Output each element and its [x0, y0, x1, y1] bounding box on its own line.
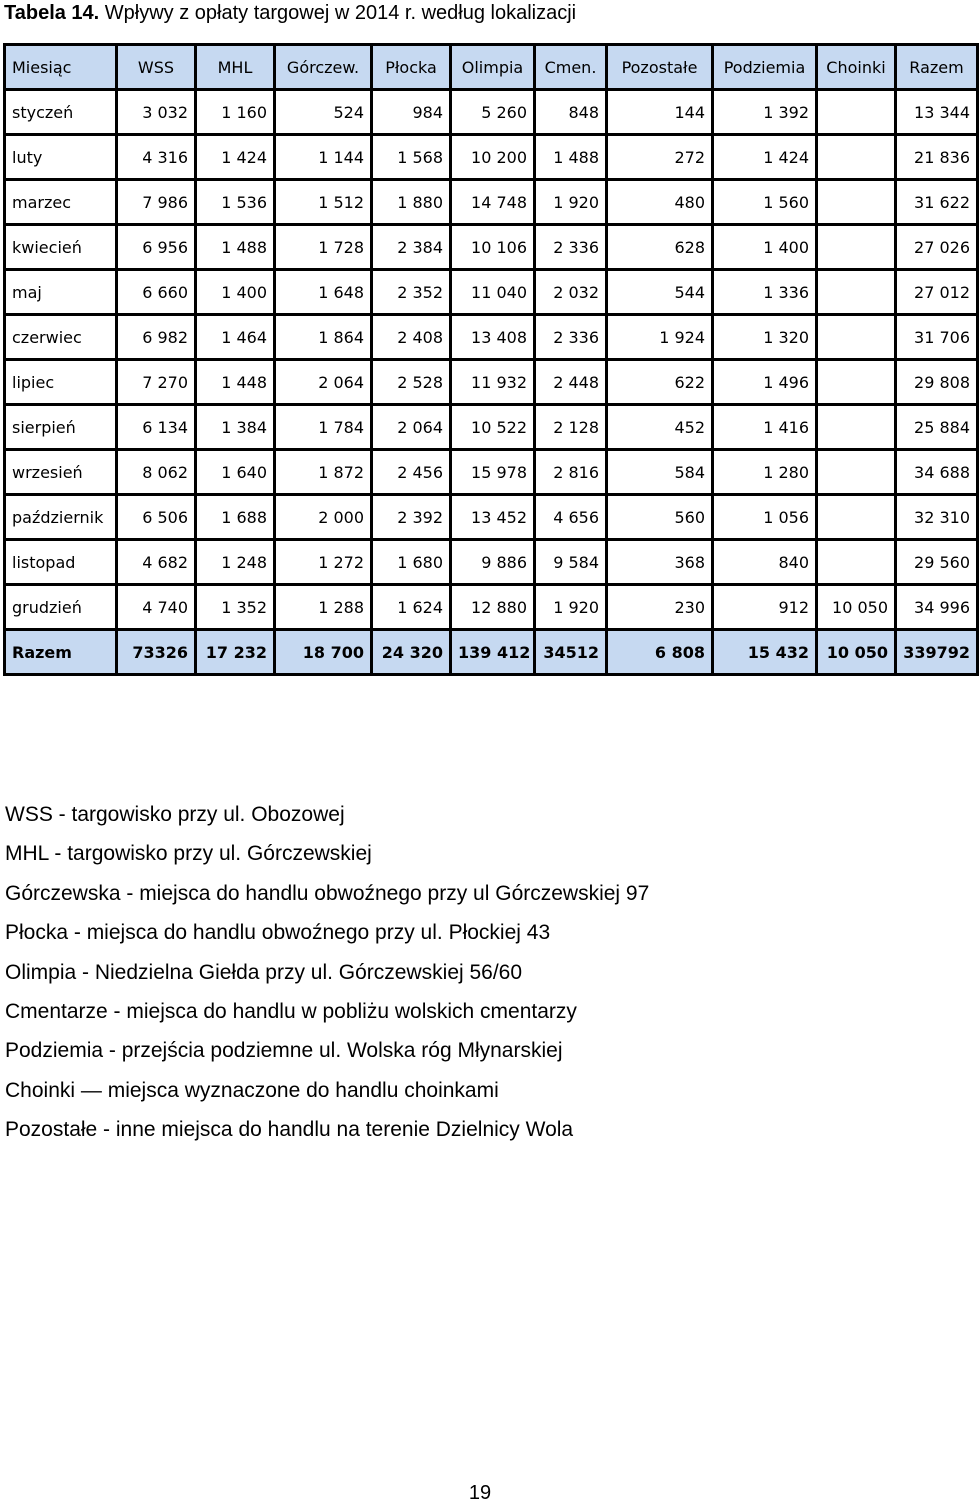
legend-line: Cmentarze - miejsca do handlu w pobliżu wolskich cmentarzy: [5, 1000, 577, 1024]
table-row: [5, 315, 978, 360]
value-cell: 1 920: [535, 180, 607, 225]
legend-line: MHL - targowisko przy ul. Górczewskiej: [5, 842, 372, 866]
value-cell: 1 144: [275, 135, 372, 180]
column-header: Olimpia: [451, 45, 535, 90]
table-row: [5, 405, 978, 450]
legend-line: Pozostałe - inne miejsca do handlu na terenie Dzielnicy Wola: [5, 1118, 574, 1142]
month-cell: marzec: [5, 180, 117, 225]
value-cell: 11 040: [451, 270, 535, 315]
column-header: MHL: [196, 45, 275, 90]
legend: [5, 795, 649, 1150]
month-cell: luty: [5, 135, 117, 180]
value-cell: 4 682: [117, 540, 196, 585]
value-cell: 2 392: [372, 495, 451, 540]
value-cell: 1 280: [713, 450, 817, 495]
value-cell: 1 872: [275, 450, 372, 495]
value-cell: 13 408: [451, 315, 535, 360]
total-value-cell: 10 050: [817, 630, 896, 675]
value-cell: 2 408: [372, 315, 451, 360]
value-cell: 29 808: [896, 360, 978, 405]
value-cell: [817, 315, 896, 360]
caption-label: Tabela 14.: [4, 2, 100, 24]
value-cell: 9 584: [535, 540, 607, 585]
total-value-cell: 34512: [535, 630, 607, 675]
value-cell: 2 064: [372, 405, 451, 450]
month-cell: sierpień: [5, 405, 117, 450]
value-cell: 6 956: [117, 225, 196, 270]
value-cell: 13 452: [451, 495, 535, 540]
month-cell: lipiec: [5, 360, 117, 405]
total-value-cell: 17 232: [196, 630, 275, 675]
value-cell: 10 050: [817, 585, 896, 630]
value-cell: 6 134: [117, 405, 196, 450]
value-cell: 1 424: [713, 135, 817, 180]
value-cell: 1 336: [713, 270, 817, 315]
value-cell: 1 688: [196, 495, 275, 540]
value-cell: [817, 450, 896, 495]
value-cell: 3 032: [117, 90, 196, 135]
table-row: [5, 135, 978, 180]
value-cell: 1 680: [372, 540, 451, 585]
value-cell: 1 864: [275, 315, 372, 360]
table-caption: [4, 2, 576, 25]
value-cell: 144: [607, 90, 713, 135]
month-cell: czerwiec: [5, 315, 117, 360]
revenue-table: [3, 43, 979, 676]
total-value-cell: 15 432: [713, 630, 817, 675]
value-cell: 21 836: [896, 135, 978, 180]
value-cell: 2 000: [275, 495, 372, 540]
value-cell: 452: [607, 405, 713, 450]
value-cell: 8 062: [117, 450, 196, 495]
value-cell: 31 706: [896, 315, 978, 360]
value-cell: 272: [607, 135, 713, 180]
value-cell: [817, 225, 896, 270]
value-cell: 2 032: [535, 270, 607, 315]
value-cell: 912: [713, 585, 817, 630]
total-value-cell: 73326: [117, 630, 196, 675]
table-row: [5, 270, 978, 315]
value-cell: 34 688: [896, 450, 978, 495]
column-header: Miesiąc: [5, 45, 117, 90]
value-cell: 1 496: [713, 360, 817, 405]
value-cell: 2 448: [535, 360, 607, 405]
value-cell: 1 352: [196, 585, 275, 630]
value-cell: 584: [607, 450, 713, 495]
month-cell: październik: [5, 495, 117, 540]
value-cell: [817, 270, 896, 315]
value-cell: 7 986: [117, 180, 196, 225]
table-row: [5, 180, 978, 225]
total-value-cell: 139 412: [451, 630, 535, 675]
table-body: [5, 90, 978, 630]
value-cell: 480: [607, 180, 713, 225]
value-cell: 1 288: [275, 585, 372, 630]
value-cell: 4 316: [117, 135, 196, 180]
value-cell: 25 884: [896, 405, 978, 450]
table-header: [5, 45, 978, 90]
value-cell: 2 336: [535, 225, 607, 270]
column-header: Płocka: [372, 45, 451, 90]
value-cell: 15 978: [451, 450, 535, 495]
table-row: [5, 90, 978, 135]
value-cell: 1 464: [196, 315, 275, 360]
month-cell: kwiecień: [5, 225, 117, 270]
value-cell: 2 336: [535, 315, 607, 360]
value-cell: 10 200: [451, 135, 535, 180]
value-cell: 2 816: [535, 450, 607, 495]
value-cell: 1 784: [275, 405, 372, 450]
value-cell: [817, 180, 896, 225]
value-cell: 368: [607, 540, 713, 585]
table-row: [5, 225, 978, 270]
value-cell: 6 982: [117, 315, 196, 360]
value-cell: [817, 495, 896, 540]
column-header: WSS: [117, 45, 196, 90]
value-cell: 14 748: [451, 180, 535, 225]
value-cell: 10 106: [451, 225, 535, 270]
value-cell: 1 424: [196, 135, 275, 180]
column-header: Pozostałe: [607, 45, 713, 90]
total-value-cell: 24 320: [372, 630, 451, 675]
value-cell: 2 456: [372, 450, 451, 495]
value-cell: 1 392: [713, 90, 817, 135]
legend-line: WSS - targowisko przy ul. Obozowej: [5, 803, 345, 826]
value-cell: 9 886: [451, 540, 535, 585]
value-cell: 31 622: [896, 180, 978, 225]
total-value-cell: 6 808: [607, 630, 713, 675]
month-cell: maj: [5, 270, 117, 315]
value-cell: 1 536: [196, 180, 275, 225]
total-row: [5, 630, 978, 675]
value-cell: [817, 540, 896, 585]
value-cell: 1 880: [372, 180, 451, 225]
value-cell: 29 560: [896, 540, 978, 585]
value-cell: 544: [607, 270, 713, 315]
value-cell: 1 624: [372, 585, 451, 630]
value-cell: 1 560: [713, 180, 817, 225]
value-cell: 840: [713, 540, 817, 585]
column-header: Razem: [896, 45, 978, 90]
value-cell: 848: [535, 90, 607, 135]
page-number: 19: [468, 1482, 492, 1504]
legend-line: Podziemia - przejścia podziemne ul. Wolska róg Młynarskiej: [5, 1039, 563, 1063]
value-cell: 230: [607, 585, 713, 630]
value-cell: 4 656: [535, 495, 607, 540]
value-cell: 1 248: [196, 540, 275, 585]
value-cell: 11 932: [451, 360, 535, 405]
total-label-cell: Razem: [5, 630, 117, 675]
caption-text: Wpływy z opłaty targowej w 2014 r. według lokalizacji: [99, 2, 577, 24]
value-cell: 1 320: [713, 315, 817, 360]
value-cell: 2 064: [275, 360, 372, 405]
value-cell: 1 416: [713, 405, 817, 450]
legend-line: Płocka - miejsca do handlu obwoźnego przy ul. Płockiej 43: [5, 921, 551, 945]
value-cell: 34 996: [896, 585, 978, 630]
value-cell: 1 400: [196, 270, 275, 315]
value-cell: 560: [607, 495, 713, 540]
value-cell: 1 512: [275, 180, 372, 225]
value-cell: 27 026: [896, 225, 978, 270]
value-cell: 1 448: [196, 360, 275, 405]
value-cell: 12 880: [451, 585, 535, 630]
value-cell: 1 400: [713, 225, 817, 270]
table-row: [5, 360, 978, 405]
legend-line: Choinki — miejsca wyznaczone do handlu choinkami: [5, 1078, 499, 1102]
value-cell: 524: [275, 90, 372, 135]
value-cell: 1 056: [713, 495, 817, 540]
value-cell: 1 272: [275, 540, 372, 585]
table-row: [5, 450, 978, 495]
month-cell: styczeń: [5, 90, 117, 135]
value-cell: [817, 135, 896, 180]
value-cell: 1 568: [372, 135, 451, 180]
column-header: Cmen.: [535, 45, 607, 90]
value-cell: 1 728: [275, 225, 372, 270]
value-cell: 7 270: [117, 360, 196, 405]
table-row: [5, 540, 978, 585]
value-cell: 5 260: [451, 90, 535, 135]
table-row: [5, 585, 978, 630]
table-row: [5, 495, 978, 540]
value-cell: 1 920: [535, 585, 607, 630]
month-cell: wrzesień: [5, 450, 117, 495]
value-cell: [817, 90, 896, 135]
value-cell: 32 310: [896, 495, 978, 540]
value-cell: 10 522: [451, 405, 535, 450]
header-row: [5, 45, 978, 90]
value-cell: 1 924: [607, 315, 713, 360]
legend-line: Olimpia - Niedzielna Giełda przy ul. Górczewskiej 56/60: [5, 960, 523, 984]
value-cell: 4 740: [117, 585, 196, 630]
value-cell: 2 128: [535, 405, 607, 450]
month-cell: listopad: [5, 540, 117, 585]
value-cell: 628: [607, 225, 713, 270]
value-cell: 984: [372, 90, 451, 135]
value-cell: 2 384: [372, 225, 451, 270]
value-cell: 1 648: [275, 270, 372, 315]
total-value-cell: 18 700: [275, 630, 372, 675]
column-header: Choinki: [817, 45, 896, 90]
value-cell: 1 488: [535, 135, 607, 180]
value-cell: 1 640: [196, 450, 275, 495]
legend-line: Górczewska - miejsca do handlu obwoźnego przy ul Górczewskiej 97: [5, 881, 650, 905]
value-cell: 1 488: [196, 225, 275, 270]
column-header: Górczew.: [275, 45, 372, 90]
value-cell: 6 506: [117, 495, 196, 540]
month-cell: grudzień: [5, 585, 117, 630]
column-header: Podziemia: [713, 45, 817, 90]
value-cell: [817, 360, 896, 405]
value-cell: 6 660: [117, 270, 196, 315]
value-cell: [817, 405, 896, 450]
value-cell: 13 344: [896, 90, 978, 135]
value-cell: 2 352: [372, 270, 451, 315]
value-cell: 27 012: [896, 270, 978, 315]
table-footer: [5, 630, 978, 675]
value-cell: 1 384: [196, 405, 275, 450]
value-cell: 2 528: [372, 360, 451, 405]
value-cell: 622: [607, 360, 713, 405]
value-cell: 1 160: [196, 90, 275, 135]
total-value-cell: 339792: [896, 630, 978, 675]
